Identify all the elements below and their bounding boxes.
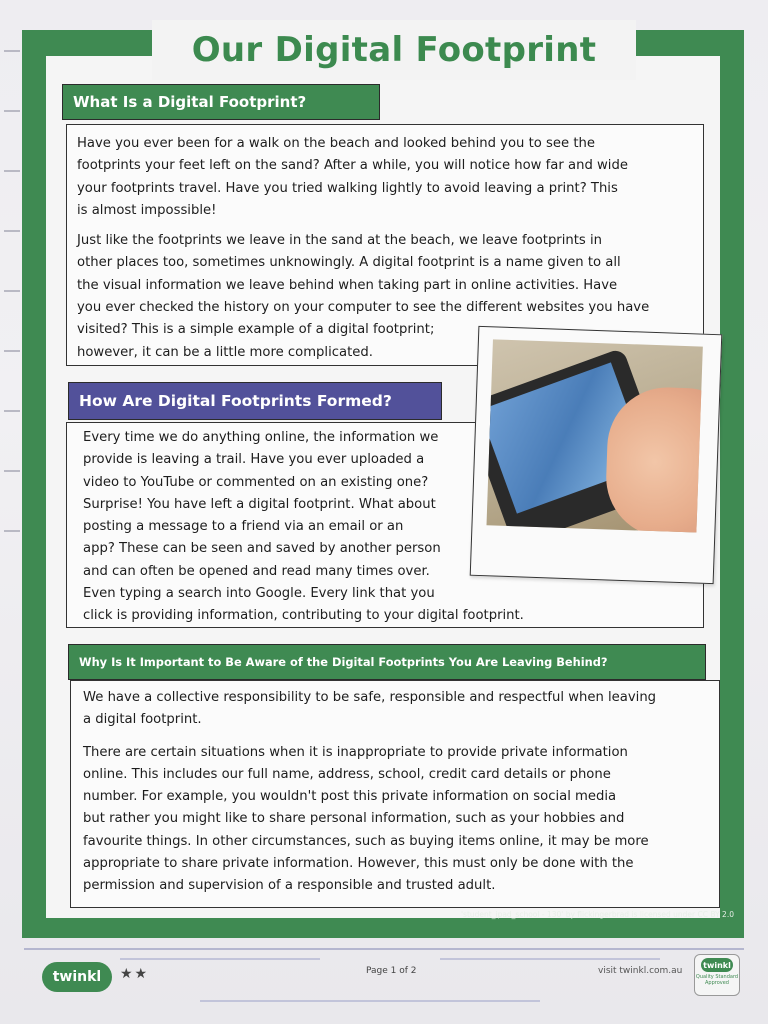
- text-line: is almost impossible!: [77, 202, 217, 218]
- twinkl-logo: twinkl: [42, 962, 112, 992]
- text-line: Even typing a search into Google. Every link that you: [83, 586, 435, 602]
- circuit-line: [120, 958, 320, 960]
- section-what-heading: [62, 84, 380, 120]
- text-line: posting a message to a friend via an email or an: [83, 519, 404, 535]
- page-title: Our Digital Footprint: [191, 30, 597, 70]
- text-line: There are certain situations when it is inappropriate to provide private information: [83, 744, 628, 760]
- text-line: appropriate to share private information. However, this must only be done with the: [83, 856, 634, 872]
- text-line: number. For example, you wouldn't post this private information on social media: [83, 789, 617, 805]
- rating-stars: ★★: [120, 966, 150, 982]
- section-what-paragraph-1: [77, 133, 649, 222]
- section-why-paragraph-1: [83, 687, 656, 732]
- circuit-line: [440, 958, 660, 960]
- text-line: however, it can be a little more complicated.: [77, 344, 373, 360]
- section-why-heading-text: Why Is It Important to Be Aware of the Digital Footprints You Are Leaving Behind?: [79, 655, 608, 669]
- tablet-photo: [470, 326, 723, 584]
- text-line: footprints your feet left on the sand? After a while, you will notice how far and wide: [77, 158, 628, 174]
- section-how-paragraph: [83, 427, 524, 628]
- text-line: provide is leaving a trail. Have you ever uploaded a: [83, 452, 425, 468]
- text-line: Have you ever been for a walk on the beach and looked behind you to see the: [77, 136, 595, 151]
- text-line: your footprints travel. Have you tried walking lightly to avoid leaving a print? This: [77, 180, 618, 196]
- section-how-heading: [68, 382, 442, 420]
- footer: [0, 940, 768, 1024]
- circuit-line: [200, 1000, 540, 1002]
- text-line: a digital footprint.: [83, 712, 202, 728]
- text-line: but rather you might like to share personal information, such as your hobbies and: [83, 811, 625, 827]
- section-how-heading-text: How Are Digital Footprints Formed?: [79, 392, 392, 410]
- child-using-tablet-image: [486, 339, 702, 532]
- text-line: visited? This is a simple example of a digital footprint;: [77, 322, 435, 338]
- text-line: the visual information we leave behind when taking part in online activities. Have: [77, 277, 618, 293]
- section-what-heading-text: What Is a Digital Footprint?: [73, 93, 307, 111]
- section-why-heading: [68, 644, 706, 680]
- badge-title: twinkl: [701, 958, 733, 972]
- text-line: video to YouTube or commented on an existing one?: [83, 474, 429, 490]
- section-why-panel: [70, 680, 720, 908]
- text-line: favourite things. In other circumstances, such as buying items online, it may be more: [83, 833, 649, 849]
- text-line: We have a collective responsibility to be safe, responsible and respectful when leaving: [83, 690, 657, 705]
- text-line: Just like the footprints we leave in the sand at the beach, we leave footprints in: [77, 233, 603, 249]
- text-line: click is providing information, contributing to your digital footprint.: [83, 608, 524, 624]
- text-line: other places too, sometimes unknowingly. A digital footprint is a name given to all: [77, 255, 621, 271]
- text-line: Surprise! You have left a digital footprint. What about: [83, 496, 436, 512]
- text-line: you ever checked the history on your computer to see the different websites you have: [77, 300, 650, 316]
- badge-subtitle: Quality Standard Approved: [695, 974, 739, 986]
- text-line: Every time we do anything online, the information we: [83, 430, 439, 445]
- quality-badge: [694, 954, 740, 996]
- text-line: and can often be opened and read many times over.: [83, 563, 430, 579]
- footer-rule: [24, 948, 744, 950]
- text-line: app? These can be seen and saved by another person: [83, 541, 441, 557]
- site-link[interactable]: visit twinkl.com.au: [598, 966, 683, 976]
- title-box: [152, 20, 636, 80]
- section-why-paragraph-2: [83, 742, 656, 898]
- text-line: permission and supervision of a responsible and trusted adult.: [83, 878, 496, 894]
- text-line: online. This includes our full name, address, school, credit card details or phone: [83, 766, 611, 782]
- page-number: Page 1 of 2: [366, 966, 417, 976]
- image-credit: 'student_ipad_school - 130' by flickingerbrad is licensed under CC BY 2.0: [461, 910, 734, 919]
